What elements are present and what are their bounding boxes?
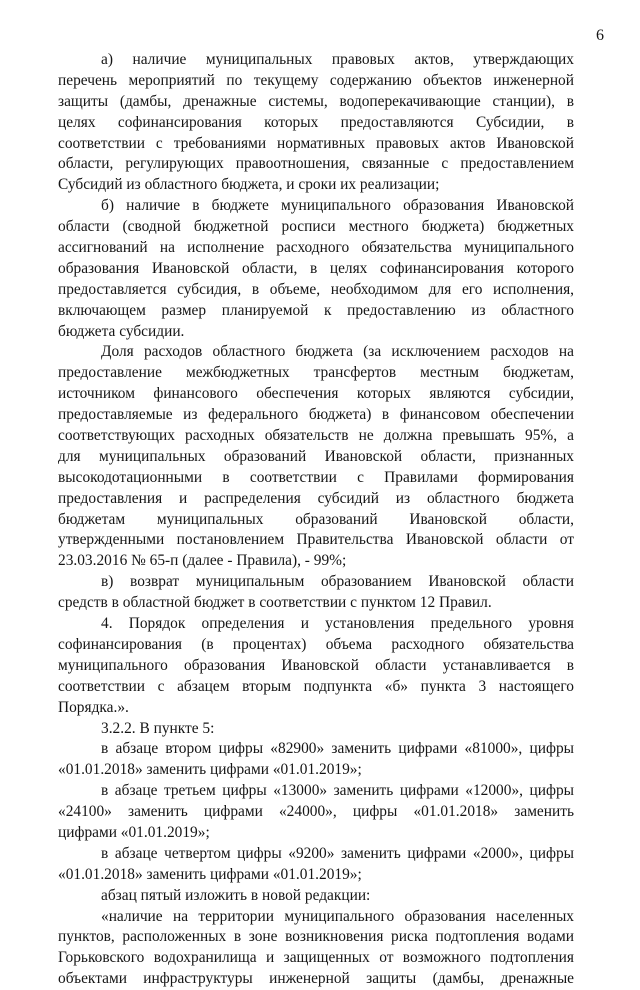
text-line: средств в областной бюджет в соответствии с пунктом 12 Правил.: [58, 594, 492, 612]
text-line: предоставление межбюджетных трансфертов местным бюджетам,: [58, 364, 574, 382]
text-line: ассигнований на исполнение расходного обязательства муниципального: [58, 239, 574, 257]
text-line: а) наличие муниципальных правовых актов, утверждающих: [101, 51, 574, 68]
text-line: 23.03.2016 № 65-п (далее - Правила), - 99%;: [58, 552, 347, 570]
text-line: объектами инфраструктуры инженерной защиты (дамбы, дренажные: [58, 970, 574, 988]
text-line: 3.2.2. В пункте 5:: [101, 719, 215, 737]
page-number: 6: [596, 27, 604, 44]
text-line: софинансирования (в процентах) объема расходного обязательства: [58, 635, 574, 653]
text-line: Порядка.».: [58, 698, 129, 716]
text-line: источником финансового обеспечения которых являются субсидии,: [58, 385, 574, 403]
text-line: включающем размер планируемой к предоставлению из областного: [58, 301, 574, 319]
text-line: предоставления и распределения субсидий из областного бюджета: [58, 489, 574, 507]
text-line: «наличие на территории муниципального образования населенных: [101, 907, 574, 925]
text-line: предоставляется субсидия, в объеме, необходимом для его исполнения,: [58, 280, 574, 298]
text-line: Горьковского водохранилища и защищенных от возможного подтопления: [58, 949, 574, 967]
text-line: в) возврат муниципальным образованием Ивановской области: [101, 573, 574, 591]
text-line: целях софинансирования которых предоставляются Субсидии, в: [58, 113, 574, 131]
text-line: для муниципальных образований Ивановской области, признанных: [58, 447, 574, 465]
text-line: абзац пятый изложить в новой редакции:: [101, 886, 371, 904]
text-line: Доля расходов областного бюджета (за исключением расходов на: [101, 343, 574, 361]
text-line: образования Ивановской области, в целях софинансирования которого: [58, 259, 574, 277]
text-line: соответствии с абзацем вторым подпункта «б» пункта 3 настоящего: [58, 677, 574, 695]
text-line: бюджетам муниципальных образований Ивановской области,: [58, 510, 574, 528]
text-line: утвержденными постановлением Правительства Ивановской области от: [58, 531, 574, 549]
text-line: б) наличие в бюджете муниципального образования Ивановской: [101, 197, 574, 215]
text-line: пунктов, расположенных в зоне возникновения риска подтопления водами: [58, 928, 574, 946]
text-line: муниципального образования Ивановской области устанавливается в: [58, 656, 574, 674]
text-line: области, регулирующих правоотношения, связанные с предоставлением: [58, 155, 574, 173]
text-line: соответствии с требованиями нормативных правовых актов Ивановской: [58, 134, 574, 152]
text-line: в абзаце четвертом цифры «9200» заменить цифрами «2000», цифры: [101, 844, 574, 862]
text-line: в абзаце третьем цифры «13000» заменить цифрами «12000», цифры: [101, 782, 574, 800]
text-line: цифрами «01.01.2019»;: [58, 823, 210, 841]
text-line: бюджета субсидии.: [58, 322, 185, 340]
text-line: «01.01.2018» заменить цифрами «01.01.2019»;: [58, 761, 362, 779]
text-line: в абзаце втором цифры «82900» заменить цифрами «81000», цифры: [101, 740, 574, 758]
text-line: «01.01.2018» заменить цифрами «01.01.2019»;: [58, 865, 362, 883]
text-line: Субсидий из областного бюджета, и сроки их реализации;: [58, 176, 440, 194]
text-line: соответствующих расходных обязательств не должна превышать 95%, а: [58, 427, 574, 445]
text-line: перечень мероприятий по текущему содержанию объектов инженерной: [58, 71, 574, 89]
text-line: защиты (дамбы, дренажные системы, водоперекачивающие станции), в: [58, 92, 574, 110]
text-line: 4. Порядок определения и установления предельного уровня: [101, 615, 574, 633]
document-body: [58, 50, 574, 990]
text-line: «24100» заменить цифрами «24000», цифры «01.01.2018» заменить: [58, 803, 574, 821]
text-line: предоставляемые из федерального бюджета) в финансовом обеспечении: [58, 406, 574, 424]
text-line: высокодотационными в соответствии с Правилами формирования: [58, 468, 574, 486]
text-line: области (сводной бюджетной росписи местного бюджета) бюджетных: [58, 218, 574, 236]
